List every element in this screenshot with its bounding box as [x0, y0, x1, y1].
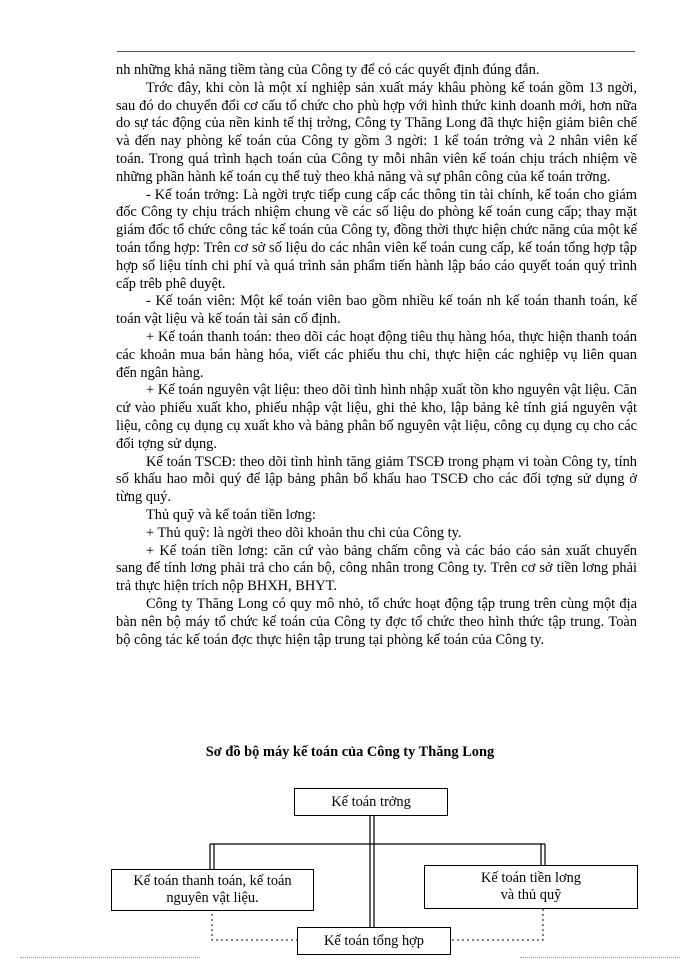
paragraph: + Thủ quỹ: là ngời theo dõi khoản thu chi của Công ty.	[146, 524, 462, 541]
paragraph: Trớc đây, khi còn là một xí nghiệp sản xuất máy khâu phòng kế toán gồm 13 ngời, sau đó do chuyển đổi cơ cấu tổ chức cho phù hợp với hình thức kinh doanh mới, hơn nữa do sự tác động của nền kinh tế thị trờng, Công ty Thăng Long đã thực hiện giảm biên chế và đến nay phòng kế toán của Công ty gồm 3 ngời: 1 kế toán trởng và 2 nhân viên kế toán. Trong quá trình hạch toán của Công ty mỗi nhân viên kế toán chịu trách nhiệm về những phần hành kế toán cụ thể tuỳ theo khả năng và sự phân công của kế toán trởng.	[116, 79, 637, 185]
box-label: Kế toán thanh toán, kế toán nguyên vật liệu.	[133, 873, 292, 906]
header-rule	[117, 51, 635, 52]
paragraph: Thủ quỹ và kế toán tiền lơng:	[146, 506, 316, 523]
paragraph: - Kế toán trởng: Là ngời trực tiếp cung cấp các thông tin tài chính, kế toán cho giám đốc Công ty chịu trách nhiệm chung về các số liệu do phòng kế toán cung cấp; thay mặt giám đốc tổ chức công tác kế toán của Công ty, đồng thời thực hiện chức năng của một kế toán tổng hợp: Trên cơ sở số liệu do các nhân viên kế toán cung cấp, kế toán tổng hợp tập hợp số liệu tính chi phí và quá trình sản phẩm tiến hành lập báo cáo quyết toán quý trình cấp trêb phê duyệt.	[116, 186, 637, 292]
paragraph: + Kế toán thanh toán: theo dõi các hoạt động tiêu thụ hàng hóa, thực hiện thanh toán các khoản mua bán hàng hóa, viết các phiếu thu chi, thực hiện các nghiệp vụ liên quan đến ngân hàng.	[116, 328, 637, 381]
box-label: Kế toán trởng	[331, 793, 411, 810]
box-label: Kế toán tiền lơng và thủ quỹ	[481, 870, 581, 903]
footer-dots	[20, 957, 200, 958]
footer-dots	[520, 957, 680, 958]
paragraph: Công ty Thăng Long có quy mô nhỏ, tổ chức hoạt động tập trung trên cùng một địa bàn nên bộ máy tổ chức kế toán của Công ty đợc tổ chức theo hình thức tập trung. Toàn bộ công tác kế toán đợc thực hiện tập trung tại phòng kế toán của Công ty.	[116, 595, 637, 648]
box-general-accountant	[297, 927, 451, 955]
box-label: Kế toán tổng hợp	[324, 932, 424, 949]
paragraph: - Kế toán viên: Một kế toán viên bao gồm nhiều kế toán nh kế toán thanh toán, kế toán vật liệu và kế toán tài sản cố định.	[116, 293, 637, 328]
paragraph: nh những khả năng tiềm tàng của Công ty để có các quyết định đúng đắn.	[116, 62, 540, 78]
diagram-title: Sơ đồ bộ máy kế toán của Công ty Thăng Long	[205, 744, 495, 760]
paragraph: + Kế toán tiền lơng: căn cứ vào bảng chấm công và các báo cáo sản xuất chuyển sang để tính lơng phải trả cho cán bộ, công nhân trong Công ty. Trên cơ sở tiền lơng phải trả thực hiện trích nộp BHXH, BHYT.	[116, 542, 637, 595]
body-text	[116, 62, 637, 649]
paragraph: Kế toán TSCĐ: theo dõi tình hình tăng giảm TSCĐ trong phạm vi toàn Công ty, tính số khấu hao mỗi quý để lập bảng phân bổ khấu hao TSCĐ cho các đối tợng sử dụng ở từng quý.	[116, 453, 637, 506]
paragraph: + Kế toán nguyên vật liệu: theo dõi tình hình nhập xuất tồn kho nguyên vật liệu. Căn cứ vào phiếu xuất kho, phiếu nhập vật liệu, ghi thẻ kho, lập bảng kê tính giá nguyên vật liệu, công cụ dụng cụ xuất kho và bảng phân bố nguyên vật liệu, công cụ dụng cụ cho các đối tợng sử dụng.	[116, 382, 637, 452]
box-chief-accountant	[294, 788, 448, 816]
dotted-link	[451, 909, 543, 940]
box-payment-materials	[111, 869, 314, 911]
box-salary-treasurer	[424, 865, 638, 909]
